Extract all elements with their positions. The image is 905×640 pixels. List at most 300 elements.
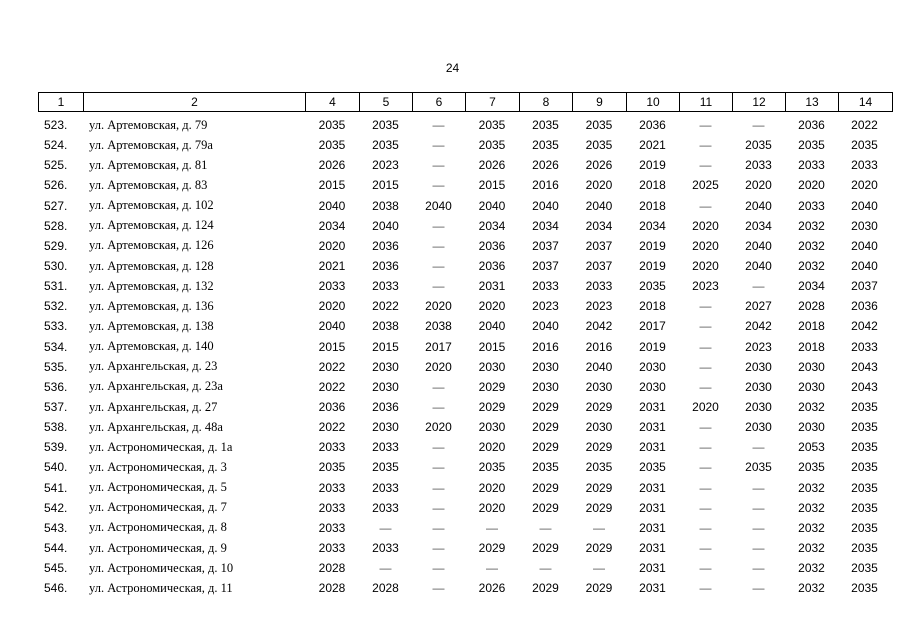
- year-cell: —: [752, 541, 765, 556]
- year-cell: 2035: [851, 420, 878, 435]
- year-cell: 2029: [532, 420, 559, 435]
- year-cell: —: [699, 541, 712, 556]
- year-cell: 2021: [318, 259, 346, 274]
- year-cell: 2035: [798, 460, 825, 475]
- header-col-8: 8: [520, 93, 573, 111]
- year-cell: —: [699, 339, 712, 354]
- year-cell: 2035: [318, 460, 346, 475]
- year-cell: 2040: [745, 198, 772, 213]
- year-cell: 2028: [372, 581, 399, 596]
- year-cell: 2029: [532, 440, 559, 455]
- year-cell: —: [752, 480, 765, 495]
- year-cell: 2035: [639, 279, 666, 294]
- year-cell: 2020: [585, 178, 613, 193]
- row-number: 524.: [44, 138, 68, 153]
- year-cell: 2035: [745, 460, 772, 475]
- year-cell: 2029: [532, 541, 559, 556]
- year-cell: 2030: [798, 379, 825, 394]
- year-cell: 2034: [532, 218, 559, 233]
- year-cell: 2040: [745, 238, 772, 253]
- row-number: 545.: [44, 561, 68, 576]
- row-number: 531.: [44, 279, 68, 294]
- year-cell: —: [752, 440, 765, 455]
- year-cell: —: [699, 118, 712, 133]
- year-cell: 2029: [532, 581, 559, 596]
- year-cell: 2022: [851, 118, 878, 133]
- table-row: [38, 115, 891, 135]
- year-cell: 2017: [639, 319, 666, 334]
- year-cell: —: [699, 460, 712, 475]
- year-cell: 2035: [532, 138, 559, 153]
- year-cell: 2035: [478, 118, 506, 133]
- address-cell: ул. Архангельская, д. 23: [89, 359, 218, 374]
- year-cell: —: [752, 279, 765, 294]
- year-cell: 2015: [372, 339, 399, 354]
- year-cell: 2020: [478, 299, 506, 314]
- year-cell: 2036: [372, 400, 399, 415]
- year-cell: 2033: [372, 480, 399, 495]
- year-cell: 2030: [585, 379, 613, 394]
- year-cell: —: [593, 520, 605, 535]
- year-cell: 2032: [798, 218, 825, 233]
- year-cell: 2035: [585, 138, 613, 153]
- year-cell: —: [432, 581, 445, 596]
- year-cell: 2029: [532, 480, 559, 495]
- year-cell: 2032: [798, 541, 825, 556]
- year-cell: —: [379, 561, 392, 576]
- year-cell: 2026: [532, 158, 559, 173]
- year-cell: 2035: [851, 581, 878, 596]
- year-cell: 2034: [478, 218, 506, 233]
- year-cell: 2035: [851, 440, 878, 455]
- year-cell: 2033: [798, 198, 825, 213]
- year-cell: 2022: [372, 299, 399, 314]
- year-cell: 2034: [639, 218, 666, 233]
- year-cell: 2040: [318, 319, 346, 334]
- year-cell: 2040: [532, 319, 559, 334]
- address-cell: ул. Архангельская, д. 23а: [89, 379, 223, 394]
- year-cell: 2033: [745, 158, 772, 173]
- year-cell: 2035: [372, 118, 399, 133]
- year-cell: 2016: [532, 339, 559, 354]
- year-cell: 2028: [798, 299, 825, 314]
- year-cell: 2031: [639, 480, 666, 495]
- address-cell: ул. Артемовская, д. 81: [89, 157, 208, 172]
- row-number: 532.: [44, 299, 68, 314]
- year-cell: 2020: [425, 420, 452, 435]
- address-cell: ул. Артемовская, д. 132: [89, 278, 214, 293]
- year-cell: 2032: [798, 259, 825, 274]
- year-cell: —: [699, 319, 712, 334]
- year-cell: 2036: [318, 400, 346, 415]
- year-cell: 2031: [639, 561, 666, 576]
- address-cell: ул. Астрономическая, д. 3: [89, 459, 227, 474]
- year-cell: —: [432, 279, 445, 294]
- year-cell: —: [752, 561, 765, 576]
- year-cell: 2031: [639, 400, 666, 415]
- table-row: [38, 276, 891, 296]
- year-cell: 2029: [585, 440, 613, 455]
- year-cell: 2018: [639, 299, 666, 314]
- year-cell: 2035: [478, 460, 506, 475]
- year-cell: 2053: [798, 440, 825, 455]
- year-cell: 2033: [318, 541, 346, 556]
- year-cell: —: [752, 500, 765, 515]
- year-cell: 2040: [532, 198, 559, 213]
- year-cell: 2026: [318, 158, 346, 173]
- year-cell: 2040: [372, 218, 399, 233]
- address-cell: ул. Астрономическая, д. 1а: [89, 439, 233, 454]
- address-cell: ул. Артемовская, д. 83: [89, 177, 208, 192]
- address-cell: ул. Астрономическая, д. 9: [89, 540, 227, 555]
- year-cell: —: [432, 158, 445, 173]
- year-cell: 2034: [318, 218, 346, 233]
- year-cell: 2035: [851, 561, 878, 576]
- year-cell: —: [432, 400, 445, 415]
- address-cell: ул. Астрономическая, д. 10: [89, 560, 234, 575]
- year-cell: 2035: [532, 118, 559, 133]
- header-col-1: 1: [39, 93, 84, 111]
- year-cell: 2035: [639, 460, 666, 475]
- year-cell: 2030: [372, 420, 399, 435]
- year-cell: 2030: [851, 218, 878, 233]
- year-cell: 2033: [532, 279, 559, 294]
- year-cell: —: [432, 118, 445, 133]
- year-cell: —: [432, 480, 445, 495]
- address-cell: ул. Архангельская, д. 27: [89, 399, 218, 414]
- year-cell: 2022: [318, 420, 346, 435]
- row-number: 541.: [44, 480, 68, 495]
- year-cell: 2040: [318, 198, 346, 213]
- row-number: 526.: [44, 178, 68, 193]
- table-row: [38, 337, 891, 357]
- table-row: [38, 135, 891, 155]
- year-cell: —: [432, 138, 445, 153]
- address-cell: ул. Астрономическая, д. 8: [89, 520, 227, 535]
- year-cell: 2033: [372, 541, 399, 556]
- year-cell: 2028: [318, 581, 346, 596]
- table-row: [38, 196, 891, 216]
- year-cell: 2040: [745, 259, 772, 274]
- year-cell: —: [699, 561, 712, 576]
- row-number: 537.: [44, 400, 68, 415]
- year-cell: 2037: [532, 259, 559, 274]
- year-cell: 2029: [532, 500, 559, 515]
- row-number: 539.: [44, 440, 68, 455]
- year-cell: 2032: [798, 480, 825, 495]
- table-row: [38, 578, 891, 598]
- year-cell: 2040: [425, 198, 452, 213]
- year-cell: 2020: [851, 178, 878, 193]
- year-cell: —: [699, 520, 712, 535]
- year-cell: 2033: [798, 158, 825, 173]
- year-cell: 2019: [639, 339, 666, 354]
- header-col-2: 2: [84, 93, 306, 111]
- year-cell: 2030: [372, 359, 399, 374]
- year-cell: 2037: [585, 259, 613, 274]
- year-cell: 2033: [372, 279, 399, 294]
- year-cell: —: [432, 218, 445, 233]
- address-cell: ул. Архангельская, д. 48а: [89, 419, 223, 434]
- year-cell: 2028: [318, 561, 346, 576]
- year-cell: 2029: [585, 541, 613, 556]
- year-cell: 2038: [425, 319, 452, 334]
- row-number: 534.: [44, 339, 68, 354]
- year-cell: 2029: [478, 541, 506, 556]
- year-cell: 2020: [745, 178, 772, 193]
- year-cell: 2035: [372, 138, 399, 153]
- address-cell: ул. Артемовская, д. 128: [89, 258, 214, 273]
- year-cell: —: [486, 561, 498, 576]
- year-cell: 2015: [372, 178, 399, 193]
- year-cell: 2032: [798, 238, 825, 253]
- year-cell: 2033: [318, 480, 346, 495]
- table-row: [38, 216, 891, 236]
- row-number: 544.: [44, 541, 68, 556]
- year-cell: 2035: [532, 460, 559, 475]
- year-cell: 2020: [318, 299, 346, 314]
- year-cell: 2020: [478, 500, 506, 515]
- year-cell: —: [593, 561, 605, 576]
- year-cell: 2037: [532, 238, 559, 253]
- year-cell: 2032: [798, 581, 825, 596]
- year-cell: —: [752, 520, 765, 535]
- address-cell: ул. Артемовская, д. 79а: [89, 137, 213, 152]
- year-cell: 2032: [798, 400, 825, 415]
- year-cell: 2035: [851, 460, 878, 475]
- page-number: 24: [445, 61, 460, 75]
- year-cell: 2036: [639, 118, 666, 133]
- address-cell: ул. Астрономическая, д. 5: [89, 480, 227, 495]
- year-cell: 2031: [478, 279, 506, 294]
- year-cell: 2030: [745, 420, 772, 435]
- year-cell: 2035: [798, 138, 825, 153]
- year-cell: 2023: [585, 299, 613, 314]
- address-cell: ул. Артемовская, д. 126: [89, 238, 214, 253]
- year-cell: —: [432, 541, 445, 556]
- year-cell: 2029: [478, 379, 506, 394]
- year-cell: —: [699, 500, 712, 515]
- header-col-11: 11: [680, 93, 733, 111]
- year-cell: 2030: [532, 359, 559, 374]
- year-cell: 2033: [372, 500, 399, 515]
- row-number: 533.: [44, 319, 68, 334]
- table-row: [38, 377, 891, 397]
- year-cell: 2023: [745, 339, 772, 354]
- row-number: 546.: [44, 581, 68, 596]
- year-cell: 2020: [692, 259, 719, 274]
- header-col-12: 12: [733, 93, 786, 111]
- row-number: 538.: [44, 420, 68, 435]
- year-cell: —: [432, 500, 445, 515]
- year-cell: —: [699, 138, 712, 153]
- year-cell: 2036: [372, 259, 399, 274]
- year-cell: 2033: [318, 440, 346, 455]
- year-cell: 2030: [639, 359, 666, 374]
- year-cell: 2043: [851, 379, 878, 394]
- year-cell: 2040: [851, 259, 878, 274]
- year-cell: 2018: [639, 178, 666, 193]
- address-cell: ул. Артемовская, д. 79: [89, 117, 208, 132]
- year-cell: —: [699, 379, 712, 394]
- year-cell: 2036: [478, 238, 506, 253]
- year-cell: 2038: [372, 198, 399, 213]
- year-cell: 2019: [639, 158, 666, 173]
- table-row: [38, 437, 891, 457]
- year-cell: 2029: [478, 400, 506, 415]
- year-cell: 2023: [532, 299, 559, 314]
- year-cell: 2022: [318, 359, 346, 374]
- row-number: 523.: [44, 118, 68, 133]
- table-row: [38, 518, 891, 538]
- year-cell: 2020: [798, 178, 825, 193]
- address-cell: ул. Артемовская, д. 136: [89, 298, 214, 313]
- year-cell: 2032: [798, 500, 825, 515]
- year-cell: 2025: [692, 178, 719, 193]
- year-cell: 2035: [478, 138, 506, 153]
- year-cell: 2021: [639, 138, 666, 153]
- year-cell: 2035: [851, 138, 878, 153]
- year-cell: 2035: [585, 460, 613, 475]
- year-cell: 2020: [425, 299, 452, 314]
- year-cell: 2040: [478, 319, 506, 334]
- year-cell: —: [752, 118, 765, 133]
- year-cell: 2035: [745, 138, 772, 153]
- year-cell: 2015: [478, 178, 506, 193]
- year-cell: 2018: [639, 198, 666, 213]
- year-cell: 2026: [585, 158, 613, 173]
- table-row: [38, 357, 891, 377]
- header-col-13: 13: [786, 93, 839, 111]
- header-col-7: 7: [466, 93, 520, 111]
- header-col-4: 4: [306, 93, 360, 111]
- year-cell: 2023: [692, 279, 719, 294]
- year-cell: 2033: [851, 158, 878, 173]
- year-cell: —: [699, 359, 712, 374]
- year-cell: —: [539, 520, 552, 535]
- year-cell: 2020: [318, 238, 346, 253]
- year-cell: 2031: [639, 581, 666, 596]
- year-cell: 2037: [851, 279, 878, 294]
- year-cell: 2020: [425, 359, 452, 374]
- row-number: 525.: [44, 158, 68, 173]
- year-cell: 2030: [478, 420, 506, 435]
- year-cell: 2042: [851, 319, 878, 334]
- year-cell: 2031: [639, 440, 666, 455]
- year-cell: 2033: [585, 279, 613, 294]
- year-cell: 2035: [372, 460, 399, 475]
- table-row: [38, 538, 891, 558]
- year-cell: 2019: [639, 238, 666, 253]
- year-cell: 2035: [585, 118, 613, 133]
- year-cell: —: [432, 520, 445, 535]
- year-cell: 2029: [585, 500, 613, 515]
- year-cell: 2020: [692, 400, 719, 415]
- table-row: [38, 296, 891, 316]
- year-cell: 2034: [585, 218, 613, 233]
- table-row: [38, 457, 891, 477]
- year-cell: —: [432, 379, 445, 394]
- year-cell: —: [432, 440, 445, 455]
- address-cell: ул. Артемовская, д. 102: [89, 198, 214, 213]
- year-cell: —: [432, 561, 445, 576]
- row-number: 535.: [44, 359, 68, 374]
- year-cell: 2031: [639, 500, 666, 515]
- year-cell: 2043: [851, 359, 878, 374]
- year-cell: 2020: [692, 238, 719, 253]
- year-cell: 2030: [372, 379, 399, 394]
- year-cell: 2032: [798, 520, 825, 535]
- table-row: [38, 316, 891, 336]
- year-cell: 2035: [851, 541, 878, 556]
- table-row: [38, 397, 891, 417]
- year-cell: —: [699, 581, 712, 596]
- year-cell: —: [699, 198, 712, 213]
- year-cell: —: [379, 520, 392, 535]
- year-cell: —: [486, 520, 498, 535]
- year-cell: —: [432, 238, 445, 253]
- year-cell: —: [539, 561, 552, 576]
- row-number: 543.: [44, 520, 68, 535]
- year-cell: 2035: [318, 138, 346, 153]
- year-cell: 2015: [318, 178, 346, 193]
- address-cell: ул. Артемовская, д. 138: [89, 318, 214, 333]
- year-cell: 2030: [745, 400, 772, 415]
- table-row: [38, 417, 891, 437]
- year-cell: 2035: [851, 520, 878, 535]
- year-cell: 2029: [585, 581, 613, 596]
- year-cell: —: [432, 259, 445, 274]
- year-cell: 2020: [692, 218, 719, 233]
- year-cell: 2020: [478, 440, 506, 455]
- year-cell: 2026: [478, 581, 506, 596]
- year-cell: —: [752, 581, 765, 596]
- year-cell: 2029: [585, 400, 613, 415]
- year-cell: 2038: [372, 319, 399, 334]
- year-cell: 2030: [745, 359, 772, 374]
- year-cell: 2033: [318, 279, 346, 294]
- year-cell: —: [699, 299, 712, 314]
- year-cell: 2015: [318, 339, 346, 354]
- address-cell: ул. Астрономическая, д. 7: [89, 500, 227, 515]
- year-cell: 2040: [585, 198, 613, 213]
- year-cell: 2029: [585, 480, 613, 495]
- year-cell: 2042: [745, 319, 772, 334]
- year-cell: —: [699, 480, 712, 495]
- address-cell: ул. Артемовская, д. 124: [89, 218, 214, 233]
- year-cell: 2035: [851, 500, 878, 515]
- year-cell: 2033: [851, 339, 878, 354]
- year-cell: 2016: [532, 178, 559, 193]
- year-cell: 2018: [798, 339, 825, 354]
- year-cell: 2031: [639, 520, 666, 535]
- row-number: 529.: [44, 238, 68, 253]
- year-cell: 2033: [318, 520, 346, 535]
- year-cell: 2030: [798, 359, 825, 374]
- year-cell: 2020: [478, 480, 506, 495]
- address-cell: ул. Артемовская, д. 140: [89, 339, 214, 354]
- year-cell: 2040: [585, 359, 613, 374]
- row-number: 542.: [44, 500, 68, 515]
- table-row: [38, 256, 891, 276]
- year-cell: 2034: [798, 279, 825, 294]
- year-cell: 2036: [372, 238, 399, 253]
- year-cell: 2040: [478, 198, 506, 213]
- year-cell: 2033: [372, 440, 399, 455]
- year-cell: 2030: [478, 359, 506, 374]
- table-row: [38, 558, 891, 578]
- year-cell: 2035: [318, 118, 346, 133]
